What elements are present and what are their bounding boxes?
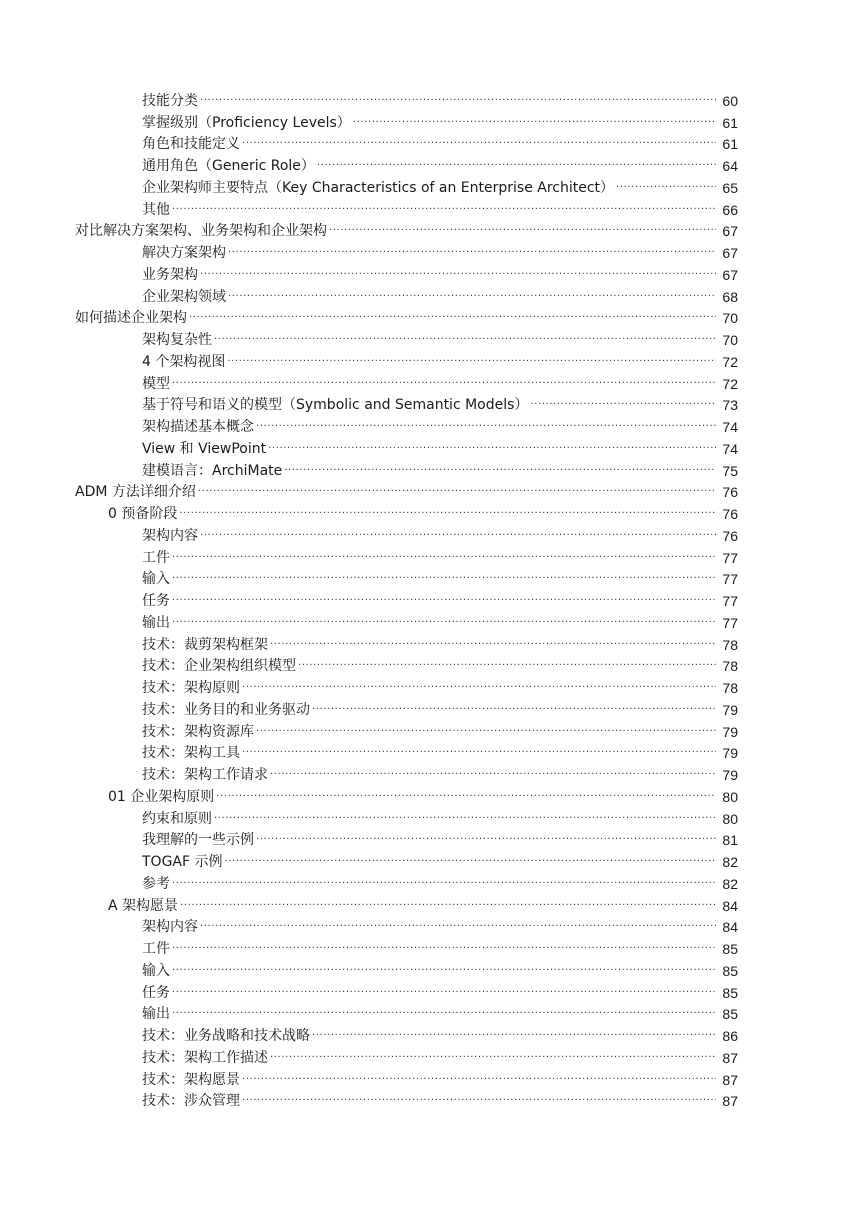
- toc-entry-title: 技术：业务战略和技术战略: [142, 1028, 310, 1044]
- toc-entry-page-number: 80: [722, 810, 738, 827]
- table-of-contents: [0, 89, 868, 1111]
- toc-entry-title: 任务: [142, 984, 170, 1001]
- toc-entry-page-number: 85: [722, 1006, 738, 1023]
- toc-entry[interactable]: [0, 89, 868, 111]
- toc-dot-leader: [242, 679, 716, 697]
- toc-entry-title: 技术：裁剪架构框架: [142, 636, 268, 653]
- toc-entry-page-number: 85: [722, 941, 738, 957]
- toc-entry[interactable]: [0, 154, 868, 176]
- toc-entry-title: 输出: [142, 614, 170, 631]
- toc-entry-page-number: 78: [722, 636, 738, 653]
- toc-dot-leader: [172, 592, 716, 610]
- toc-dot-leader: [172, 201, 716, 219]
- toc-entry-page-number: 70: [722, 332, 738, 348]
- toc-entry-page-number: 74: [722, 440, 738, 457]
- toc-entry-page-number: 87: [722, 1093, 738, 1110]
- toc-entry-page-number: 77: [722, 571, 738, 588]
- toc-dot-leader: [298, 657, 716, 675]
- toc-entry-title: 我理解的一些示例: [142, 832, 254, 849]
- toc-entry[interactable]: [0, 589, 868, 611]
- toc-entry-page-number: 87: [722, 1049, 738, 1066]
- toc-entry[interactable]: [0, 1003, 868, 1025]
- toc-entry[interactable]: [0, 916, 868, 938]
- toc-entry[interactable]: [0, 720, 868, 742]
- toc-entry-page-number: 75: [722, 462, 738, 479]
- toc-dot-leader: [200, 527, 716, 545]
- toc-entry-title: 技术：架构原则: [142, 680, 240, 696]
- toc-entry[interactable]: [0, 437, 868, 459]
- toc-entry-page-number: 77: [722, 614, 738, 631]
- toc-dot-leader: [242, 744, 716, 762]
- toc-dot-leader: [353, 114, 716, 132]
- toc-entry[interactable]: [0, 785, 868, 807]
- toc-entry-page-number: 79: [722, 767, 738, 783]
- toc-entry[interactable]: [0, 981, 868, 1003]
- toc-dot-leader: [312, 701, 716, 719]
- toc-entry[interactable]: [0, 894, 868, 916]
- toc-dot-leader: [179, 505, 716, 523]
- toc-entry-page-number: 73: [722, 397, 738, 414]
- toc-entry-title: 输出: [142, 1006, 170, 1023]
- toc-entry-title: 架构内容: [142, 527, 198, 544]
- toc-entry-title: 技术：企业架构组织模型: [142, 658, 296, 675]
- toc-entry-title: 任务: [142, 593, 170, 609]
- toc-dot-leader: [530, 396, 716, 414]
- toc-entry-title: 技术：架构工作描述: [142, 1049, 268, 1066]
- toc-dot-leader: [172, 614, 716, 632]
- toc-entry-page-number: 77: [722, 549, 738, 566]
- toc-entry[interactable]: [0, 1046, 868, 1068]
- toc-dot-leader: [200, 266, 716, 284]
- toc-dot-leader: [270, 636, 716, 654]
- toc-entry-title: 如何描述企业架构: [75, 310, 187, 327]
- toc-dot-leader: [200, 92, 716, 110]
- toc-dot-leader: [172, 962, 716, 980]
- toc-entry[interactable]: [0, 829, 868, 851]
- toc-dot-leader: [242, 1092, 716, 1110]
- toc-entry-title: 对比解决方案架构、业务架构和企业架构: [75, 223, 327, 240]
- toc-entry-title: 基于符号和语义的模型（Symbolic and Semantic Models）: [142, 397, 529, 414]
- toc-entry-title: 模型: [142, 375, 170, 392]
- toc-dot-leader: [216, 788, 716, 806]
- toc-entry[interactable]: [0, 763, 868, 785]
- toc-entry-title: 输入: [142, 571, 170, 588]
- toc-dot-leader: [214, 331, 716, 349]
- toc-entry[interactable]: [0, 220, 868, 242]
- toc-entry[interactable]: [0, 198, 868, 220]
- toc-entry[interactable]: [0, 394, 868, 416]
- toc-entry-page-number: 64: [722, 158, 738, 174]
- toc-dot-leader: [172, 984, 716, 1002]
- toc-entry[interactable]: [0, 415, 868, 437]
- toc-dot-leader: [214, 810, 716, 828]
- toc-dot-leader: [200, 918, 716, 936]
- toc-dot-leader: [172, 549, 716, 567]
- toc-entry-title: 技术：涉众管理: [142, 1093, 240, 1110]
- toc-entry[interactable]: [0, 676, 868, 698]
- toc-entry[interactable]: [0, 742, 868, 764]
- toc-entry[interactable]: [0, 698, 868, 720]
- toc-entry[interactable]: [0, 133, 868, 155]
- toc-entry[interactable]: [0, 937, 868, 959]
- toc-dot-leader: [189, 309, 716, 327]
- toc-entry[interactable]: [0, 655, 868, 677]
- toc-dot-leader: [172, 875, 716, 893]
- toc-dot-leader: [225, 853, 717, 871]
- toc-entry-page-number: 77: [722, 593, 738, 609]
- toc-entry[interactable]: [0, 285, 868, 307]
- toc-entry[interactable]: [0, 1090, 868, 1112]
- toc-entry-title: 0 预备阶段: [108, 506, 178, 522]
- toc-entry-page-number: 60: [722, 92, 738, 109]
- toc-dot-leader: [242, 135, 716, 153]
- toc-entry[interactable]: [0, 481, 868, 503]
- toc-entry-page-number: 67: [722, 245, 738, 261]
- toc-entry-title: View 和 ViewPoint: [142, 440, 267, 457]
- toc-entry-page-number: 82: [722, 875, 738, 892]
- toc-entry-page-number: 86: [722, 1028, 738, 1044]
- toc-entry-title: 技术：架构工作请求: [142, 767, 268, 783]
- toc-entry[interactable]: [0, 328, 868, 350]
- toc-entry-title: A 架构愿景: [108, 897, 179, 914]
- toc-entry[interactable]: [0, 307, 868, 329]
- toc-dot-leader: [256, 723, 716, 741]
- toc-entry-page-number: 76: [722, 527, 738, 544]
- toc-entry-page-number: 61: [722, 114, 738, 131]
- toc-entry-page-number: 79: [722, 723, 738, 740]
- toc-entry[interactable]: [0, 1024, 868, 1046]
- toc-dot-leader: [172, 1005, 716, 1023]
- toc-entry-title: 4 个架构视图: [142, 353, 226, 370]
- toc-dot-leader: [312, 1027, 716, 1045]
- toc-dot-leader: [270, 1049, 716, 1067]
- toc-entry-title: 架构描述基本概念: [142, 419, 254, 435]
- toc-entry[interactable]: [0, 111, 868, 133]
- toc-entry-page-number: 78: [722, 680, 738, 696]
- toc-entry-title: 技术：架构愿景: [142, 1071, 240, 1088]
- toc-entry-title: 工件: [142, 549, 170, 566]
- toc-entry-page-number: 72: [722, 353, 738, 370]
- toc-entry[interactable]: [0, 633, 868, 655]
- toc-dot-leader: [228, 288, 716, 306]
- toc-dot-leader: [329, 222, 716, 240]
- toc-entry[interactable]: [0, 611, 868, 633]
- toc-dot-leader: [317, 157, 716, 175]
- toc-entry[interactable]: [0, 807, 868, 829]
- toc-entry-title: 建模语言：ArchiMate: [142, 462, 283, 479]
- toc-entry-title: 架构内容: [142, 919, 198, 936]
- toc-entry-title: 业务架构: [142, 266, 198, 283]
- toc-entry-title: 掌握级别（Proficiency Levels）: [142, 114, 351, 131]
- toc-entry-title: 架构复杂性: [142, 332, 212, 348]
- toc-entry-title: 技术：业务目的和业务驱动: [142, 701, 310, 718]
- toc-entry-title: 角色和技能定义: [142, 136, 240, 153]
- toc-entry[interactable]: [0, 241, 868, 263]
- toc-dot-leader: [268, 440, 716, 458]
- toc-entry-page-number: 78: [722, 658, 738, 675]
- toc-entry-title: 技术：架构工具: [142, 745, 240, 762]
- toc-entry[interactable]: [0, 372, 868, 394]
- toc-entry-page-number: 84: [722, 919, 738, 936]
- toc-entry-page-number: 61: [722, 136, 738, 153]
- toc-entry-page-number: 76: [722, 506, 738, 522]
- toc-entry[interactable]: [0, 263, 868, 285]
- toc-dot-leader: [172, 570, 716, 588]
- toc-entry-page-number: 85: [722, 984, 738, 1001]
- toc-dot-leader: [180, 897, 716, 915]
- toc-entry-page-number: 80: [722, 788, 738, 805]
- toc-dot-leader: [228, 244, 716, 262]
- toc-entry-page-number: 87: [722, 1071, 738, 1088]
- toc-entry-title: 输入: [142, 962, 170, 979]
- toc-entry-title: 工件: [142, 941, 170, 957]
- toc-dot-leader: [172, 940, 716, 958]
- toc-entry-title: 通用角色（Generic Role）: [142, 158, 315, 174]
- toc-entry-page-number: 76: [722, 484, 738, 501]
- toc-dot-leader: [227, 353, 716, 371]
- toc-entry-page-number: 67: [722, 266, 738, 283]
- toc-entry-page-number: 66: [722, 201, 738, 218]
- toc-entry-page-number: 72: [722, 375, 738, 392]
- toc-entry[interactable]: [0, 524, 868, 546]
- toc-entry-title: ADM 方法详细介绍: [75, 484, 196, 501]
- toc-entry[interactable]: [0, 568, 868, 590]
- toc-entry[interactable]: [0, 872, 868, 894]
- toc-entry[interactable]: [0, 959, 868, 981]
- toc-entry-page-number: 65: [722, 179, 738, 196]
- toc-dot-leader: [616, 179, 716, 197]
- toc-entry-page-number: 81: [722, 832, 738, 849]
- toc-entry[interactable]: [0, 850, 868, 872]
- toc-entry-page-number: 68: [722, 288, 738, 305]
- toc-dot-leader: [198, 483, 716, 501]
- toc-entry-title: 技术：架构资源库: [142, 723, 254, 740]
- toc-entry[interactable]: [0, 502, 868, 524]
- toc-entry-title: 约束和原则: [142, 810, 212, 827]
- toc-entry-page-number: 82: [722, 854, 738, 870]
- toc-dot-leader: [256, 831, 716, 849]
- toc-entry-page-number: 74: [722, 419, 738, 435]
- toc-dot-leader: [256, 418, 716, 436]
- toc-entry-title: 参考: [142, 875, 170, 892]
- toc-entry-page-number: 70: [722, 310, 738, 327]
- toc-entry-page-number: 79: [722, 745, 738, 762]
- toc-entry-page-number: 67: [722, 223, 738, 240]
- toc-entry-title: 解决方案架构: [142, 245, 226, 261]
- toc-entry-page-number: 84: [722, 897, 738, 914]
- toc-entry-page-number: 85: [722, 962, 738, 979]
- toc-entry[interactable]: [0, 546, 868, 568]
- toc-entry-title: 01 企业架构原则: [108, 788, 215, 805]
- toc-dot-leader: [242, 1071, 716, 1089]
- toc-entry[interactable]: [0, 459, 868, 481]
- toc-entry-title: 技能分类: [142, 92, 198, 109]
- toc-entry-title: 企业架构领域: [142, 288, 226, 305]
- toc-entry-page-number: 79: [722, 701, 738, 718]
- toc-dot-leader: [270, 766, 716, 784]
- toc-dot-leader: [172, 375, 716, 393]
- toc-entry[interactable]: [0, 1068, 868, 1090]
- toc-entry[interactable]: [0, 350, 868, 372]
- toc-entry-title: 其他: [142, 201, 170, 218]
- toc-dot-leader: [284, 462, 716, 480]
- toc-entry[interactable]: [0, 176, 868, 198]
- toc-entry-title: 企业架构师主要特点（Key Characteristics of an Enterprise Architect）: [142, 179, 615, 196]
- toc-entry-title: TOGAF 示例: [142, 854, 223, 870]
